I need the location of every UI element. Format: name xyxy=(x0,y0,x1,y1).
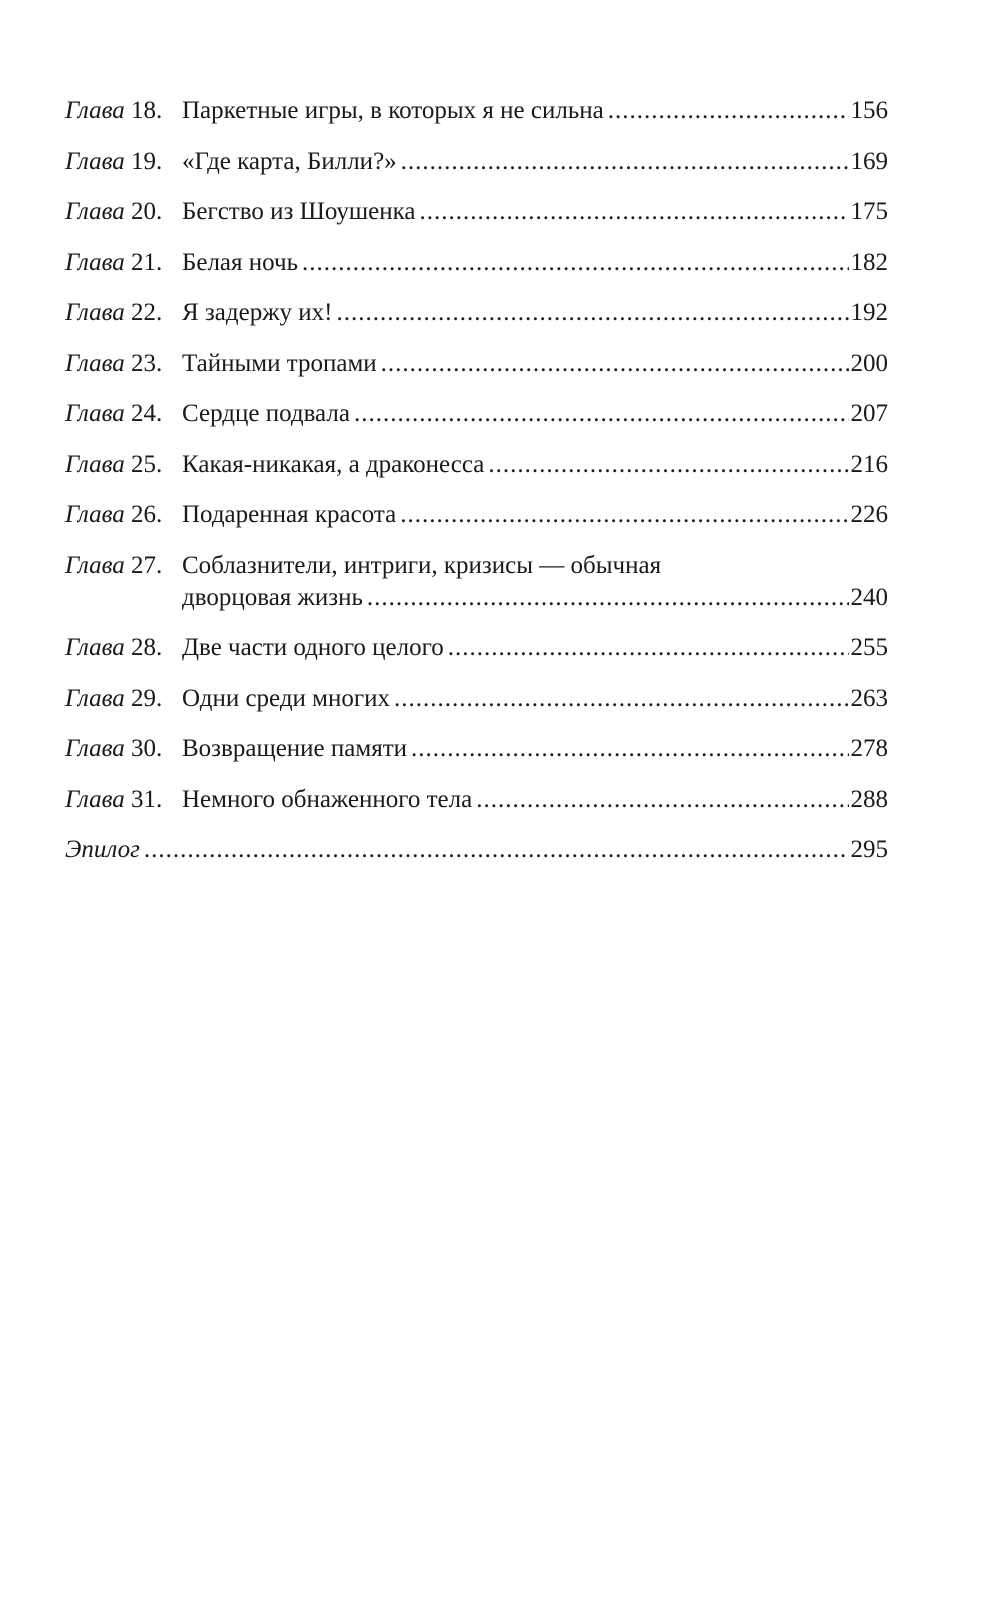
chapter-title: Немного обнаженного тела xyxy=(182,785,473,813)
chapter-number: Глава 28. xyxy=(65,634,163,661)
chapter-title: Соблазнители, интриги, кризисы — обычная xyxy=(182,551,662,579)
toc-entry-chapter-18 xyxy=(65,95,888,127)
dot-leader xyxy=(144,834,849,866)
chapter-title: Белая ночь xyxy=(182,248,298,276)
chapter-title: Паркетные игры, в которых я не сильна xyxy=(182,97,604,124)
toc-entry-chapter-23 xyxy=(65,348,888,380)
page-number: 295 xyxy=(850,836,888,863)
page-number: 175 xyxy=(850,198,888,225)
epilog-title: Эпилог xyxy=(65,836,140,863)
chapter-title: «Где карта, Билли?» xyxy=(182,147,397,175)
page-number: 207 xyxy=(850,400,888,427)
chapter-title: Бегство из Шоушенка xyxy=(182,198,416,225)
dot-leader xyxy=(354,398,849,430)
dot-leader xyxy=(448,632,849,664)
toc-entry-chapter-26 xyxy=(65,499,888,531)
chapter-number: Глава 25. xyxy=(65,450,163,478)
toc-entry-chapter-22 xyxy=(65,297,888,329)
dot-leader xyxy=(400,499,848,531)
chapter-number: Глава 27. xyxy=(65,551,163,579)
dot-leader xyxy=(381,348,849,380)
chapter-number: Глава 24. xyxy=(65,400,163,427)
toc-entry-chapter-24 xyxy=(65,398,888,430)
chapter-title-line xyxy=(182,550,888,582)
chapter-title: Сердце подвала xyxy=(182,400,350,427)
toc-entry-chapter-25 xyxy=(65,449,888,481)
chapter-number: Глава 26. xyxy=(65,501,163,528)
page-number: 182 xyxy=(850,248,888,276)
dot-leader xyxy=(336,297,848,329)
chapter-title: Возвращение памяти xyxy=(182,735,407,762)
dot-leader xyxy=(401,146,849,178)
dot-leader xyxy=(394,683,849,715)
page-number: 263 xyxy=(850,684,888,712)
toc-entry-chapter-20 xyxy=(65,196,888,228)
chapter-number: Глава 19. xyxy=(65,147,163,175)
chapter-number: Глава 30. xyxy=(65,735,163,762)
chapter-title: Две части одного целого xyxy=(182,634,444,661)
page-number: 288 xyxy=(850,785,888,813)
dot-leader xyxy=(302,247,849,279)
toc-entry-chapter-21 xyxy=(65,247,888,279)
dot-leader xyxy=(367,582,849,614)
dot-leader xyxy=(476,784,848,816)
chapter-title-block xyxy=(182,550,888,614)
page-number: 255 xyxy=(850,634,888,661)
page-number: 156 xyxy=(850,97,888,124)
toc-entry-chapter-19 xyxy=(65,146,888,178)
chapter-title: Какая-никакая, а драконесса xyxy=(182,450,485,478)
dot-leader xyxy=(608,95,849,127)
page-number: 278 xyxy=(850,735,888,762)
toc-entry-chapter-29 xyxy=(65,683,888,715)
chapter-title-continued: дворцовая жизнь xyxy=(182,583,363,611)
toc-entry-chapter-28 xyxy=(65,632,888,664)
chapter-number: Глава 22. xyxy=(65,299,163,326)
toc-entry-chapter-31 xyxy=(65,784,888,816)
dot-leader xyxy=(419,196,848,228)
toc-entry-chapter-27 xyxy=(65,550,888,614)
page-number: 226 xyxy=(850,501,888,528)
chapter-number: Глава 18. xyxy=(65,97,163,124)
chapter-number: Глава 20. xyxy=(65,198,163,225)
chapter-number: Глава 29. xyxy=(65,684,163,712)
chapter-number: Глава 21. xyxy=(65,248,163,276)
page-number: 192 xyxy=(850,299,888,326)
page-number: 169 xyxy=(850,147,888,175)
table-of-contents xyxy=(65,95,888,885)
page-number: 200 xyxy=(850,349,888,377)
chapter-title: Тайными тропами xyxy=(182,349,377,377)
chapter-title: Одни среди многих xyxy=(182,684,390,712)
chapter-title: Подаренная красота xyxy=(182,501,397,528)
chapter-title-line xyxy=(182,582,888,614)
chapter-title: Я задержу их! xyxy=(182,299,333,326)
page-number: 216 xyxy=(850,450,888,478)
chapter-number: Глава 23. xyxy=(65,349,163,377)
chapter-number: Глава 31. xyxy=(65,785,163,813)
dot-leader xyxy=(411,733,849,765)
toc-entry-chapter-30 xyxy=(65,733,888,765)
dot-leader xyxy=(488,449,848,481)
page-number: 240 xyxy=(850,583,888,611)
toc-entry-epilog xyxy=(65,834,888,866)
